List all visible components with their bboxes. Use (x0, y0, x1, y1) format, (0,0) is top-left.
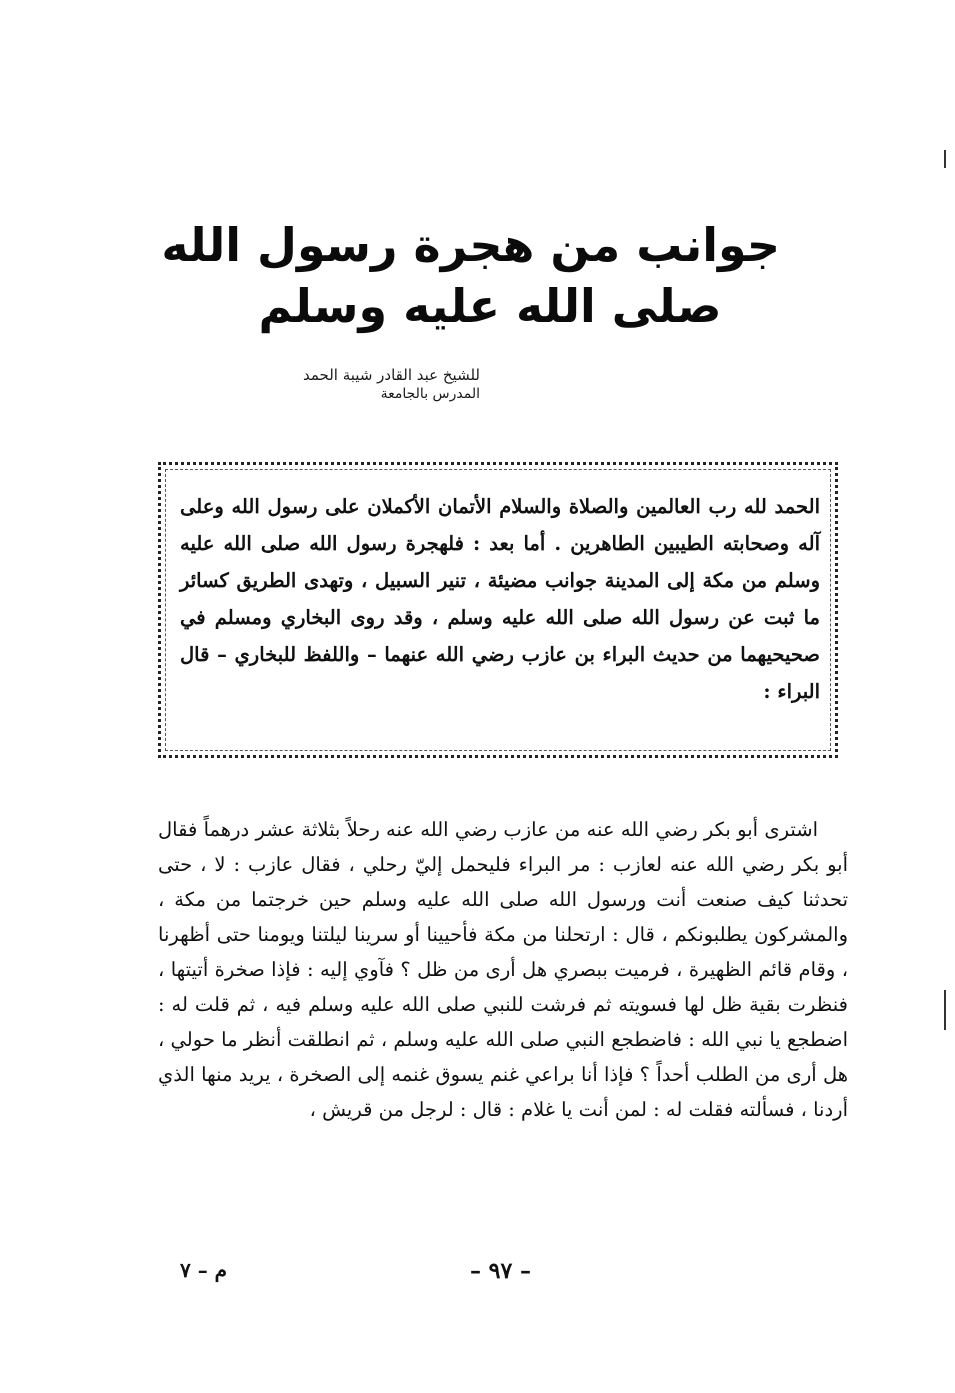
body-section (158, 812, 848, 1127)
signature-mark: م – ٧ (180, 1258, 228, 1282)
article-title-line-2: صلى الله عليه وسلم (258, 279, 722, 333)
margin-mark (944, 990, 946, 1030)
intro-paragraph: الحمد لله رب العالمين والصلاة والسلام الأتمان الأكملان على رسول الله وعلى آله وصحابته الطيبين الطاهرين . أما بعد : فلهجرة رسول الله صلى الله عليه وسلم من مكة إلى المدينة جوانب مضيئة ، تنير السبيل ، وتهدى الطريق كسائر ما ثبت عن رسول الله صلى الله عليه وسلم ، وقد روى البخاري ومسلم في صحيحيهما من حديث البراء بن عازب رضي الله عنهما – واللفظ للبخاري – قال البراء : (180, 495, 820, 703)
article-title-line-1: جوانب من هجرة رسول الله (161, 218, 780, 272)
body-paragraph: اشترى أبو بكر رضي الله عنه من عازب رضي الله عنه رحلاً بثلاثة عشر درهماً فقال أبو بكر رضي الله عنه لعازب : مر البراء فليحمل إليّ رحلي ، فقال عازب : لا ، حتى تحدثنا كيف صنعت أنت ورسول الله صلى الله عليه وسلم حين خرجتما من مكة ، والمشركون يطلبونكم ، قال : ارتحلنا من مكة فأحيينا أو سرينا ليلتنا ويومنا حتى أظهرنا ، وقام قائم الظهيرة ، فرميت ببصري هل أرى من ظل ؟ فآوي إليه : فإذا صخرة أتيتها ، فنظرت بقية ظل لها فسويته ثم فرشت للنبي صلى الله عليه وسلم فيه ، ثم قلت له : اضطجع يا نبي الله : فاضطجع النبي صلى الله عليه وسلم ، ثم انطلقت أنظر ما حولي ، هل أرى من الطلب أحداً ؟ فإذا أنا براعي غنم يسوق غنمه إلى الصخرة ، يريد منها الذي أردنا ، فسألته فقلت له : لمن أنت يا غلام : قال : لرجل من قريش ، (158, 818, 848, 1121)
page-number: – ٩٧ – (470, 1258, 531, 1284)
margin-mark (944, 150, 946, 168)
author-position: المدرس بالجامعة (380, 386, 480, 402)
author-name: للشيخ عبد القادر شيبة الحمد (303, 366, 480, 384)
